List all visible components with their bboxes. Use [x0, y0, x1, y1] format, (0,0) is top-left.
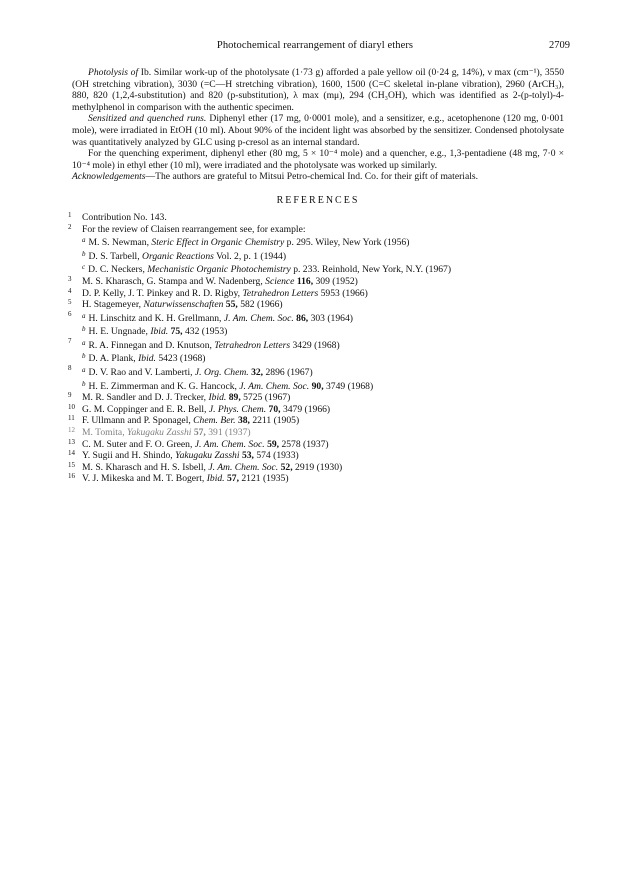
reference-item [68, 309, 564, 325]
reference-text: 5423 (1968) [155, 353, 206, 365]
paragraph-lead: Sensitized and quenched runs. [88, 113, 207, 125]
reference-item [68, 460, 564, 474]
reference-text: Tetrahedron Letters [214, 339, 291, 351]
reference-text: J. Am. Chem. Soc. [239, 380, 310, 392]
reference-text: Yakugaku Zasshi [127, 427, 192, 439]
reference-text: 90, [311, 380, 324, 392]
reference-text: Contribution No. 143. [82, 211, 167, 223]
reference-sub-label: b [82, 249, 86, 258]
references-list [68, 210, 564, 485]
reference-text: 32, [251, 367, 264, 379]
reference-text: Ibid. [150, 326, 169, 338]
reference-text: 309 (1952) [313, 275, 358, 287]
reference-item [72, 262, 564, 276]
reference-item [72, 379, 564, 393]
reference-sub-label: a [82, 311, 86, 320]
acknowledgements-text: —The authors are grateful to Mitsui Petro-chemical Ind. Co. for their gift of materials. [145, 171, 479, 183]
reference-item [68, 210, 564, 224]
reference-text: 38, [237, 415, 250, 427]
reference-item [68, 364, 564, 379]
reference-text: 55, [225, 299, 238, 311]
reference-sub-label: c [82, 263, 86, 272]
reference-text: M. S. Kharasch, G. Stampa and W. Nadenberg, [82, 275, 266, 287]
paragraph-text: Diphenyl ether (17 mg, 0·0001 mole), and a sensitizer, e.g., acetophenone (120 mg, 0·001 mole), were irradiated in EtOH (10 ml). About 90% of the incident light was absorbed by the sensitizer. Condensed photolysate was quantitatively analyzed by GLC using p-cresol as an internal standard. [72, 113, 564, 148]
paragraph-lead: Photolysis of [88, 67, 139, 78]
reference-text: p. 233. Reinhold, New York, N.Y. (1967) [290, 264, 452, 276]
reference-text: 2578 (1937) [279, 438, 329, 450]
reference-text: 75, [170, 326, 183, 338]
reference-number: 12 [68, 426, 75, 435]
reference-text: 432 (1953) [182, 326, 228, 338]
reference-item [68, 391, 564, 404]
reference-number: 13 [68, 437, 75, 446]
reference-text: D. S. Tarbell, [88, 250, 143, 262]
reference-sub-label: b [82, 325, 86, 334]
reference-item [68, 402, 564, 416]
paragraph-text: For the quenching experiment, diphenyl ether (80 mg, 5 × 10⁻⁴ mole) and a quencher, e.g., 1,3-pentadiene (48 mg, 7·0 × 10⁻⁴ mole) in ethyl ether (10 ml), were irradiated and the photolysate was worked up similarly. [72, 148, 564, 171]
reference-number: 14 [68, 449, 75, 458]
reference-text: H. Linschitz and K. H. Grellmann, [88, 312, 224, 324]
reference-text: 391 (1937) [205, 427, 251, 439]
article-body [68, 67, 565, 485]
reference-text: J. Am. Chem. Soc. [223, 312, 294, 324]
reference-text: M. R. Sandler and D. J. Trecker, [82, 392, 209, 404]
reference-item [68, 274, 564, 288]
reference-text: Yakugaku Zasshi [175, 450, 240, 462]
acknowledgements-lead: Acknowledgements [72, 171, 146, 183]
paragraph-photolysis [72, 67, 564, 113]
reference-text: V. J. Mikeska and M. T. Bogert, [82, 473, 207, 485]
reference-text: H. Stagemeyer, [82, 299, 144, 311]
reference-item [68, 414, 564, 427]
reference-item [68, 336, 564, 352]
reference-item [68, 286, 564, 300]
reference-text: Ibid. [208, 392, 227, 404]
paragraph-text: Ib. Similar work-up of the photolysate (1·73 g) afforded a pale yellow oil (0·24 g, 14%), ν max (cm⁻¹), 3550 (OH stretching vibration), 3030 (=C—H stretching vibration), 1600, 1500 (C=C skeletal in-plane vibration), 2960 (ArCH₃), 880, 820 (1,2,4-substitution) and 820 (p-substitution), λ max (mμ), 294 (CH₃OH), which was identified as 2-(p-tolyl)-4-methylphenol in comparison with the authentic specimen. [72, 67, 565, 113]
reference-number: 7 [68, 336, 72, 345]
reference-text: 303 (1964) [308, 312, 353, 324]
reference-text: D. P. Kelly, J. T. Pinkey and R. D. Rigby, [82, 287, 243, 299]
reference-item [72, 324, 564, 338]
reference-text: 86, [296, 312, 309, 324]
reference-text: 70, [268, 403, 281, 415]
reference-item [72, 351, 564, 365]
reference-text: 2896 (1967) [263, 367, 313, 379]
reference-text: Mechanistic Organic Photochemistry [147, 264, 291, 276]
reference-text: Vol. 2, p. 1 (1944) [213, 250, 287, 262]
page-number: 2709 [549, 40, 570, 51]
reference-text: D. A. Plank, [88, 353, 139, 365]
reference-number: 6 [68, 309, 72, 318]
reference-text: M. Tomita, [82, 427, 127, 439]
reference-text: Ibid. [138, 353, 156, 365]
reference-text: 3749 (1968) [323, 380, 374, 392]
reference-text: J. Org. Chem. [194, 367, 249, 379]
reference-text: 574 (1933) [253, 450, 299, 462]
reference-item [68, 472, 564, 485]
reference-text: 2919 (1930) [292, 461, 343, 473]
reference-item [68, 437, 564, 451]
reference-text: p. 295. Wiley, New York (1956) [284, 237, 410, 249]
reference-text: Science [265, 275, 295, 287]
reference-text: C. M. Suter and F. O. Green, [82, 438, 195, 450]
reference-text: Tetrahedron Letters [242, 287, 319, 299]
reference-text: H. E. Ungnade, [88, 326, 151, 338]
reference-text: Ibid. [206, 473, 225, 485]
reference-number: 2 [68, 222, 72, 231]
reference-text: J. Am. Chem. Soc. [208, 461, 279, 473]
reference-item [68, 449, 564, 462]
reference-sub-label: a [82, 236, 86, 245]
reference-text: 59, [267, 438, 280, 450]
reference-number: 10 [68, 402, 75, 411]
running-title: Photochemical rearrangement of diaryl ethers [216, 40, 414, 51]
reference-text: Chem. Ber. [193, 415, 236, 427]
reference-sub-label: a [82, 338, 86, 347]
reference-text: G. M. Coppinger and E. R. Bell, [82, 403, 209, 415]
reference-text: M. S. Kharasch and H. S. Isbell, [82, 461, 209, 473]
reference-text: 57, [226, 473, 239, 485]
running-head [60, 40, 570, 56]
reference-text: D. C. Neckers, [88, 264, 148, 276]
reference-number: 1 [68, 210, 72, 219]
reference-item [68, 426, 564, 439]
reference-text: 2121 (1935) [238, 473, 289, 485]
reference-number: 16 [68, 472, 75, 481]
reference-item [68, 222, 564, 236]
reference-text: For the review of Claisen rearrangement see, for example: [82, 223, 306, 235]
reference-text: M. S. Newman, [88, 237, 152, 249]
reference-number: 9 [68, 391, 72, 400]
reference-text: Steric Effect in Organic Chemistry [151, 237, 285, 249]
reference-number: 4 [68, 286, 72, 295]
reference-item [72, 249, 564, 263]
reference-text: 89, [228, 392, 241, 404]
reference-text: 2211 (1905) [249, 415, 300, 427]
reference-item [68, 298, 564, 311]
reference-number: 3 [68, 274, 72, 283]
reference-number: 8 [68, 364, 72, 373]
reference-item [72, 235, 564, 249]
paragraph-quenching [72, 148, 564, 171]
reference-text: 52, [280, 461, 293, 473]
reference-text: Y. Sugii and H. Shindo, [82, 450, 176, 462]
reference-text: 57, [193, 427, 206, 439]
reference-number: 11 [68, 414, 75, 423]
reference-text: H. E. Zimmerman and K. G. Hancock, [88, 380, 240, 392]
reference-text: 116, [296, 275, 314, 287]
reference-text: 5953 (1966) [318, 287, 368, 299]
references-heading: REFERENCES [276, 194, 360, 206]
reference-text: J. Am. Chem. Soc. [194, 438, 265, 450]
reference-text: 3479 (1966) [280, 403, 331, 415]
reference-text: 3429 (1968) [290, 339, 340, 351]
reference-text: 53, [241, 450, 254, 462]
reference-text: J. Phys. Chem. [208, 403, 267, 415]
reference-sub-label: b [82, 379, 86, 388]
reference-text: 582 (1966) [237, 299, 283, 311]
reference-number: 5 [68, 298, 72, 307]
reference-text: 5725 (1967) [240, 392, 291, 404]
reference-sub-label: b [82, 352, 86, 361]
paragraph-sensitized-runs [72, 113, 564, 148]
reference-text: Naturwissenschaften [143, 299, 224, 311]
reference-sub-label: a [82, 366, 86, 375]
acknowledgements [72, 171, 564, 183]
reference-text: R. A. Finnegan and D. Knutson, [88, 339, 215, 351]
reference-number: 15 [68, 460, 75, 469]
reference-text: Organic Reactions [142, 250, 214, 262]
reference-text: D. V. Rao and V. Lamberti, [88, 367, 195, 379]
reference-text: F. Ullmann and P. Sponagel, [82, 415, 194, 427]
